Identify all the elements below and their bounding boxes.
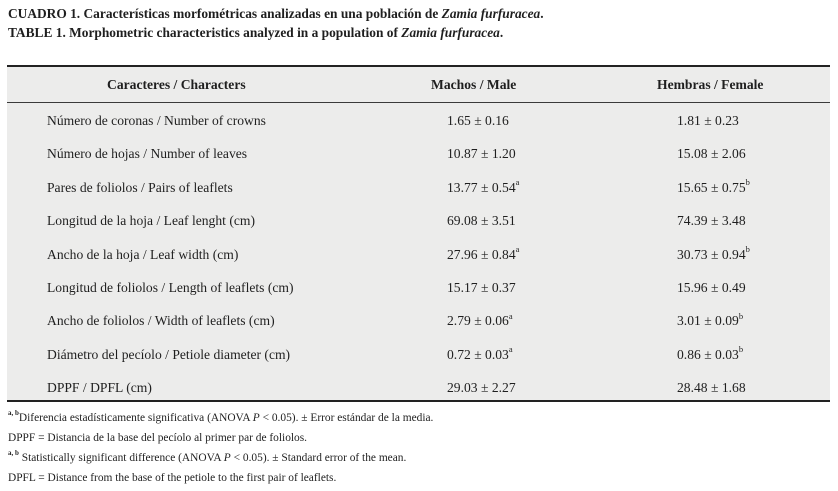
male-value: 69.08 ± 3.51	[447, 213, 516, 229]
female-value: 0.86 ± 0.03	[677, 346, 739, 362]
male-value-cell	[447, 213, 516, 229]
header-male: Machos / Male	[431, 77, 517, 92]
character-cell: Longitud de la hoja / Leaf lenght (cm)	[47, 213, 255, 229]
female-value: 74.39 ± 3.48	[677, 213, 746, 229]
female-significance-marker: b	[738, 310, 744, 321]
table-row	[7, 310, 830, 346]
caption-es-species: Zamia furfuracea	[441, 6, 541, 21]
footnote-significance-es	[8, 409, 434, 424]
footnote-significance-en	[8, 449, 407, 464]
female-significance-marker: b	[745, 244, 750, 255]
male-value-cell	[447, 113, 509, 129]
character-cell: Longitud de foliolos / Length of leaflets (cm)	[47, 280, 294, 295]
male-value-cell	[447, 177, 520, 196]
header-divider	[7, 102, 830, 103]
male-significance-marker: a	[515, 177, 520, 188]
character-cell: Número de hojas / Number of leaves	[47, 146, 248, 162]
caption-en-prefix: TABLE 1. Morphometric characteristics analyzed in a population of	[8, 25, 402, 40]
footnote-dppf: DPPF = Distancia de la base del pecíolo al primer par de foliolos.	[8, 432, 308, 444]
male-value: 13.77 ± 0.54	[447, 179, 516, 195]
footnote-text: Diferencia estadísticamente significativa (ANOVA	[18, 412, 253, 424]
male-value: 10.87 ± 1.20	[447, 146, 516, 162]
male-value-cell	[447, 310, 513, 329]
female-value-cell	[677, 177, 750, 196]
male-significance-marker: a	[508, 344, 513, 355]
female-significance-marker: b	[745, 177, 750, 188]
table-row	[7, 213, 830, 246]
male-significance-marker: a	[515, 244, 520, 255]
female-value-cell	[677, 244, 750, 263]
female-value: 3.01 ± 0.09	[677, 313, 739, 329]
male-value-cell	[447, 244, 520, 263]
table-row	[7, 344, 830, 380]
caption-es-prefix: CUADRO 1. Características morfométricas analizadas en una población de	[8, 6, 442, 21]
footnote-dpfl: DPFL = Distance from the base of the petiole to the first pair of leaflets.	[8, 472, 337, 484]
caption-en-suffix: .	[499, 25, 504, 40]
footnote-text: < 0.05). ± Error estándar de la media.	[259, 412, 434, 424]
female-value: 28.48 ± 1.68	[677, 380, 746, 396]
male-value-cell	[447, 146, 516, 162]
character-cell: Número de coronas / Number of crowns	[47, 113, 266, 128]
table-row	[7, 244, 830, 280]
header-female: Hembras / Female	[657, 77, 764, 92]
male-significance-marker: a	[508, 310, 513, 321]
footnote-text: Statistically significant difference (ANOVA	[18, 452, 224, 464]
character-cell: Ancho de la hoja / Leaf width (cm)	[47, 246, 239, 262]
male-value: 15.17 ± 0.37	[447, 280, 516, 295]
male-value: 2.79 ± 0.06	[447, 313, 509, 329]
female-value-cell	[677, 146, 746, 162]
morphometric-table	[7, 65, 830, 402]
table-caption-english	[8, 25, 503, 41]
male-value: 1.65 ± 0.16	[447, 113, 509, 128]
caption-en-species: Zamia furfuracea	[401, 25, 500, 40]
table-row	[7, 280, 830, 313]
header-characters: Caracteres / Characters	[107, 77, 246, 92]
female-value: 15.96 ± 0.49	[677, 280, 746, 295]
character-cell: Pares de foliolos / Pairs of leaflets	[47, 179, 233, 195]
character-cell: DPPF / DPFL (cm)	[47, 380, 152, 396]
footnote-p: P	[223, 452, 231, 464]
female-value: 1.81 ± 0.23	[677, 113, 739, 128]
female-value-cell	[677, 380, 746, 396]
male-value: 27.96 ± 0.84	[447, 246, 516, 262]
table-row	[7, 146, 830, 179]
character-cell: Diámetro del pecíolo / Petiole diameter (cm)	[47, 346, 291, 362]
female-value: 15.08 ± 2.06	[677, 146, 746, 162]
female-value-cell	[677, 310, 744, 329]
female-value-cell	[677, 113, 739, 129]
footnote-marker: a, b	[8, 409, 19, 418]
footnote-marker: a, b	[8, 449, 19, 458]
table-row	[7, 177, 830, 213]
female-value-cell	[677, 344, 744, 363]
table-row	[7, 113, 830, 146]
table-row	[7, 380, 830, 413]
male-value-cell	[447, 380, 516, 396]
footnote-p: P	[252, 412, 260, 424]
male-value-cell	[447, 280, 516, 296]
male-value: 29.03 ± 2.27	[447, 380, 516, 396]
footnote-text: < 0.05). ± Standard error of the mean.	[230, 452, 407, 464]
caption-es-suffix: .	[540, 6, 544, 21]
female-value: 15.65 ± 0.75	[677, 179, 746, 195]
female-value-cell	[677, 280, 746, 296]
female-significance-marker: b	[738, 344, 744, 355]
female-value-cell	[677, 213, 746, 229]
male-value: 0.72 ± 0.03	[447, 346, 509, 362]
character-cell: Ancho de foliolos / Width of leaflets (cm)	[47, 313, 275, 329]
female-value: 30.73 ± 0.94	[677, 246, 746, 262]
male-value-cell	[447, 344, 513, 363]
table-caption-spanish	[8, 6, 544, 22]
